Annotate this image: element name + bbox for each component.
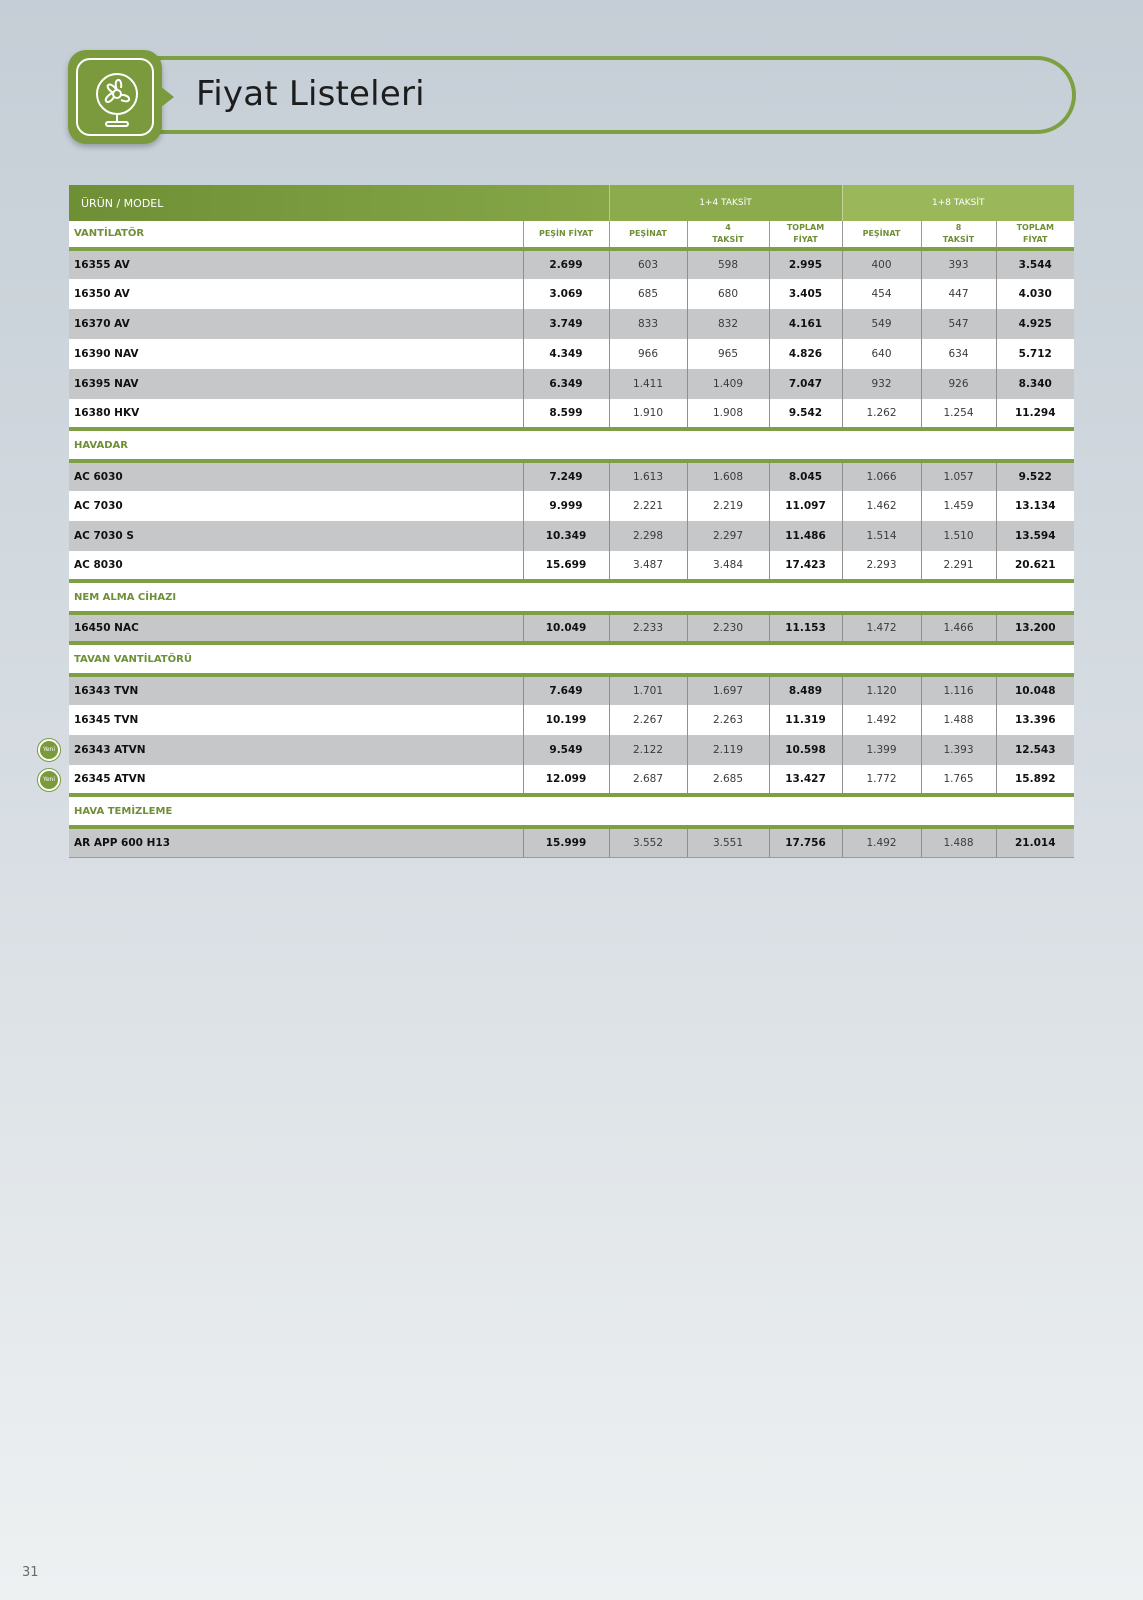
model-name: AC 7030 [74, 500, 123, 512]
subheader-g2-total-text: FİYAT [1023, 235, 1048, 244]
category-row [69, 429, 1074, 461]
table-row [69, 735, 1074, 765]
subheader-g1-installment-text: 4 [725, 223, 731, 232]
cell-g2-inst: 1.466 [921, 613, 996, 643]
model-name: 16345 TVN [74, 714, 139, 726]
banner-arrow [160, 86, 174, 108]
cell-g1-inst: 2.685 [687, 765, 769, 795]
category-label: TAVAN VANTİLATÖRÜ [69, 643, 1074, 675]
cell-g2-total: 15.892 [996, 765, 1074, 795]
cell-g1-total: 7.047 [769, 369, 842, 399]
model-name: AR APP 600 H13 [74, 836, 171, 849]
header-group-1-8: 1+8 TAKSİT [842, 185, 1074, 221]
cell-model [69, 461, 523, 491]
table-body [42, 221, 1074, 857]
cell-g2-down: 549 [842, 309, 921, 339]
cell-g1-down: 1.613 [609, 461, 687, 491]
cell-cash: 15.699 [523, 551, 609, 581]
model-name: AC 6030 [74, 471, 123, 483]
cell-g1-total: 8.489 [769, 675, 842, 705]
model-name: 16370 AV [74, 318, 130, 330]
cell-g2-total: 9.522 [996, 461, 1074, 491]
subheader-g1-installment [687, 221, 769, 249]
cell-g1-total: 11.153 [769, 613, 842, 643]
cell-g2-inst: 1.488 [921, 827, 996, 857]
category-label: HAVADAR [69, 429, 1074, 461]
cell-g1-down: 1.910 [609, 399, 687, 429]
header-group-1-4: 1+4 TAKSİT [609, 185, 842, 221]
table-row [69, 399, 1074, 429]
new-badge [37, 768, 61, 792]
cell-g1-inst: 2.297 [687, 521, 769, 551]
cell-g2-inst: 1.393 [921, 735, 996, 765]
category-label-text: VANTİLATÖR [74, 228, 145, 239]
model-name: 16380 HKV [74, 407, 140, 419]
table-row [69, 369, 1074, 399]
cell-cash: 10.049 [523, 613, 609, 643]
cell-model [69, 249, 523, 279]
cell-g1-down: 1.411 [609, 369, 687, 399]
table-row [69, 765, 1074, 795]
cell-g1-total: 11.486 [769, 521, 842, 551]
cell-g1-total: 13.427 [769, 765, 842, 795]
cell-g1-down: 1.701 [609, 675, 687, 705]
subheader-g2-installment-text: TAKSİT [942, 235, 975, 244]
category-row [69, 581, 1074, 613]
cell-g1-inst: 2.263 [687, 705, 769, 735]
cell-g2-inst: 1.116 [921, 675, 996, 705]
table-row [69, 613, 1074, 643]
cell-g2-down: 640 [842, 339, 921, 369]
cell-g2-total: 12.543 [996, 735, 1074, 765]
subheader-g2-total-text: TOPLAM [1016, 223, 1054, 232]
cell-model [69, 399, 523, 429]
cell-g1-inst: 598 [687, 249, 769, 279]
cell-g2-total: 21.014 [996, 827, 1074, 857]
subheader-g2-down-text: PEŞİNAT [862, 229, 901, 238]
cell-g1-down: 2.233 [609, 613, 687, 643]
cell-g2-total: 13.396 [996, 705, 1074, 735]
table-row [69, 491, 1074, 521]
model-name: 26343 ATVN [74, 744, 146, 756]
table-row [69, 521, 1074, 551]
cell-model [69, 551, 523, 581]
cell-model [69, 613, 523, 643]
cell-g2-inst: 393 [921, 249, 996, 279]
subheader-g2-total [996, 221, 1074, 249]
new-badge-label: Yeni [40, 741, 58, 759]
subheader-g1-total-text: TOPLAM [786, 223, 825, 232]
cell-g2-inst: 1.057 [921, 461, 996, 491]
cell-cash: 3.749 [523, 309, 609, 339]
model-name: 16355 AV [74, 259, 130, 271]
cell-g2-down: 2.293 [842, 551, 921, 581]
cell-g2-down: 1.120 [842, 675, 921, 705]
cell-cash: 10.199 [523, 705, 609, 735]
category-label: HAVA TEMİZLEME [69, 795, 1074, 827]
cell-model [42, 735, 523, 765]
cell-model [69, 521, 523, 551]
cell-model [42, 765, 523, 795]
cell-g1-inst: 1.908 [687, 399, 769, 429]
cell-cash: 10.349 [523, 521, 609, 551]
category-label [69, 221, 523, 249]
cell-g1-down: 685 [609, 279, 687, 309]
cell-model [69, 369, 523, 399]
cell-g2-down: 932 [842, 369, 921, 399]
cell-model [69, 309, 523, 339]
cell-g2-total: 13.200 [996, 613, 1074, 643]
cell-g2-down: 454 [842, 279, 921, 309]
cell-g2-inst: 2.291 [921, 551, 996, 581]
cell-g2-total: 8.340 [996, 369, 1074, 399]
category-row [69, 643, 1074, 675]
cell-g2-inst: 1.488 [921, 705, 996, 735]
subheader-cash-text: PEŞİN FİYAT [538, 229, 594, 238]
table-row [69, 309, 1074, 339]
cell-g2-inst: 547 [921, 309, 996, 339]
model-name: 16395 NAV [74, 378, 139, 390]
cell-g2-inst: 634 [921, 339, 996, 369]
cell-g2-inst: 1.765 [921, 765, 996, 795]
new-badge [37, 738, 61, 762]
cell-g1-total: 4.826 [769, 339, 842, 369]
cell-g1-total: 10.598 [769, 735, 842, 765]
cell-g1-inst: 1.697 [687, 675, 769, 705]
cell-g1-total: 11.319 [769, 705, 842, 735]
model-name: 16343 TVN [74, 685, 139, 697]
cell-g2-total: 4.925 [996, 309, 1074, 339]
cell-g2-down: 1.462 [842, 491, 921, 521]
cell-cash: 3.069 [523, 279, 609, 309]
cell-g1-inst: 1.608 [687, 461, 769, 491]
table-header-row [69, 185, 1074, 221]
cell-model [69, 491, 523, 521]
cell-g1-down: 833 [609, 309, 687, 339]
cell-g2-total: 10.048 [996, 675, 1074, 705]
cell-model [69, 705, 523, 735]
cell-g1-down: 2.267 [609, 705, 687, 735]
cell-g1-inst: 1.409 [687, 369, 769, 399]
cell-g2-total: 11.294 [996, 399, 1074, 429]
cell-g2-inst: 447 [921, 279, 996, 309]
model-name: 16390 NAV [74, 348, 139, 360]
subheader-g2-installment [921, 221, 996, 249]
cell-cash: 7.249 [523, 461, 609, 491]
subheader-g1-down [609, 221, 687, 249]
cell-g2-down: 1.772 [842, 765, 921, 795]
cell-g1-total: 11.097 [769, 491, 842, 521]
table-row [69, 705, 1074, 735]
cell-g1-inst: 2.230 [687, 613, 769, 643]
cell-g2-down: 1.514 [842, 521, 921, 551]
subheader-g2-down [842, 221, 921, 249]
table-row [69, 339, 1074, 369]
cell-g2-down: 1.472 [842, 613, 921, 643]
cell-cash: 9.549 [523, 735, 609, 765]
cell-g1-inst: 2.119 [687, 735, 769, 765]
cell-g1-total: 3.405 [769, 279, 842, 309]
table-row [69, 249, 1074, 279]
category-label: NEM ALMA CİHAZI [69, 581, 1074, 613]
model-name: AC 8030 [74, 559, 123, 571]
price-list-table [42, 185, 1074, 858]
cell-g2-down: 1.492 [842, 827, 921, 857]
cell-cash: 2.699 [523, 249, 609, 279]
new-badge-label: Yeni [40, 771, 58, 789]
cell-g1-total: 17.423 [769, 551, 842, 581]
cell-g2-total: 20.621 [996, 551, 1074, 581]
cell-g2-total: 4.030 [996, 279, 1074, 309]
page-title: Fiyat Listeleri [196, 74, 425, 114]
subheader-g1-down-text: PEŞİNAT [629, 229, 667, 238]
table-row [69, 551, 1074, 581]
cell-model [69, 279, 523, 309]
subheader-g1-total-text: FİYAT [793, 235, 818, 244]
category-row [69, 795, 1074, 827]
subheader-row [69, 221, 1074, 249]
cell-g1-down: 966 [609, 339, 687, 369]
cell-g2-inst: 1.459 [921, 491, 996, 521]
table-row [69, 675, 1074, 705]
cell-g2-total: 3.544 [996, 249, 1074, 279]
cell-g1-inst: 680 [687, 279, 769, 309]
category-icon-box [68, 50, 162, 144]
model-name: 16350 AV [74, 288, 130, 300]
subheader-g1-total [769, 221, 842, 249]
cell-g1-total: 8.045 [769, 461, 842, 491]
cell-g2-inst: 1.254 [921, 399, 996, 429]
cell-g1-down: 3.552 [609, 827, 687, 857]
cell-g1-down: 603 [609, 249, 687, 279]
cell-g1-inst: 3.484 [687, 551, 769, 581]
cell-cash: 15.999 [523, 827, 609, 857]
page-number: 31 [22, 1565, 39, 1580]
cell-g1-total: 9.542 [769, 399, 842, 429]
model-name: 26345 ATVN [74, 773, 146, 785]
cell-g1-down: 2.221 [609, 491, 687, 521]
cell-g2-inst: 926 [921, 369, 996, 399]
table-row [69, 279, 1074, 309]
cell-cash: 8.599 [523, 399, 609, 429]
cell-g1-inst: 3.551 [687, 827, 769, 857]
cell-model [69, 827, 523, 857]
cell-g1-down: 2.122 [609, 735, 687, 765]
cell-g1-total: 17.756 [769, 827, 842, 857]
cell-cash: 4.349 [523, 339, 609, 369]
cell-g2-down: 1.262 [842, 399, 921, 429]
cell-g1-inst: 2.219 [687, 491, 769, 521]
cell-g2-down: 1.399 [842, 735, 921, 765]
model-name: 16450 NAC [74, 622, 139, 634]
cell-cash: 6.349 [523, 369, 609, 399]
cell-g1-down: 2.687 [609, 765, 687, 795]
cell-g2-down: 1.492 [842, 705, 921, 735]
cell-g1-down: 3.487 [609, 551, 687, 581]
fan-icon [90, 70, 144, 128]
cell-cash: 12.099 [523, 765, 609, 795]
cell-cash: 9.999 [523, 491, 609, 521]
cell-g1-inst: 965 [687, 339, 769, 369]
cell-g1-down: 2.298 [609, 521, 687, 551]
cell-g1-total: 4.161 [769, 309, 842, 339]
cell-g2-total: 13.134 [996, 491, 1074, 521]
cell-g2-down: 400 [842, 249, 921, 279]
cell-g2-down: 1.066 [842, 461, 921, 491]
table-row [69, 461, 1074, 491]
cell-g1-inst: 832 [687, 309, 769, 339]
cell-g2-total: 5.712 [996, 339, 1074, 369]
cell-cash: 7.649 [523, 675, 609, 705]
subheader-g1-installment-text: TAKSİT [712, 235, 744, 244]
subheader-cash [523, 221, 609, 249]
subheader-g2-installment-text: 8 [955, 223, 962, 232]
cell-g2-inst: 1.510 [921, 521, 996, 551]
cell-model [69, 339, 523, 369]
cell-model [69, 675, 523, 705]
header-model: ÜRÜN / MODEL [69, 185, 609, 221]
model-name: AC 7030 S [74, 530, 134, 542]
cell-g1-total: 2.995 [769, 249, 842, 279]
table-row [69, 827, 1074, 857]
cell-g2-total: 13.594 [996, 521, 1074, 551]
